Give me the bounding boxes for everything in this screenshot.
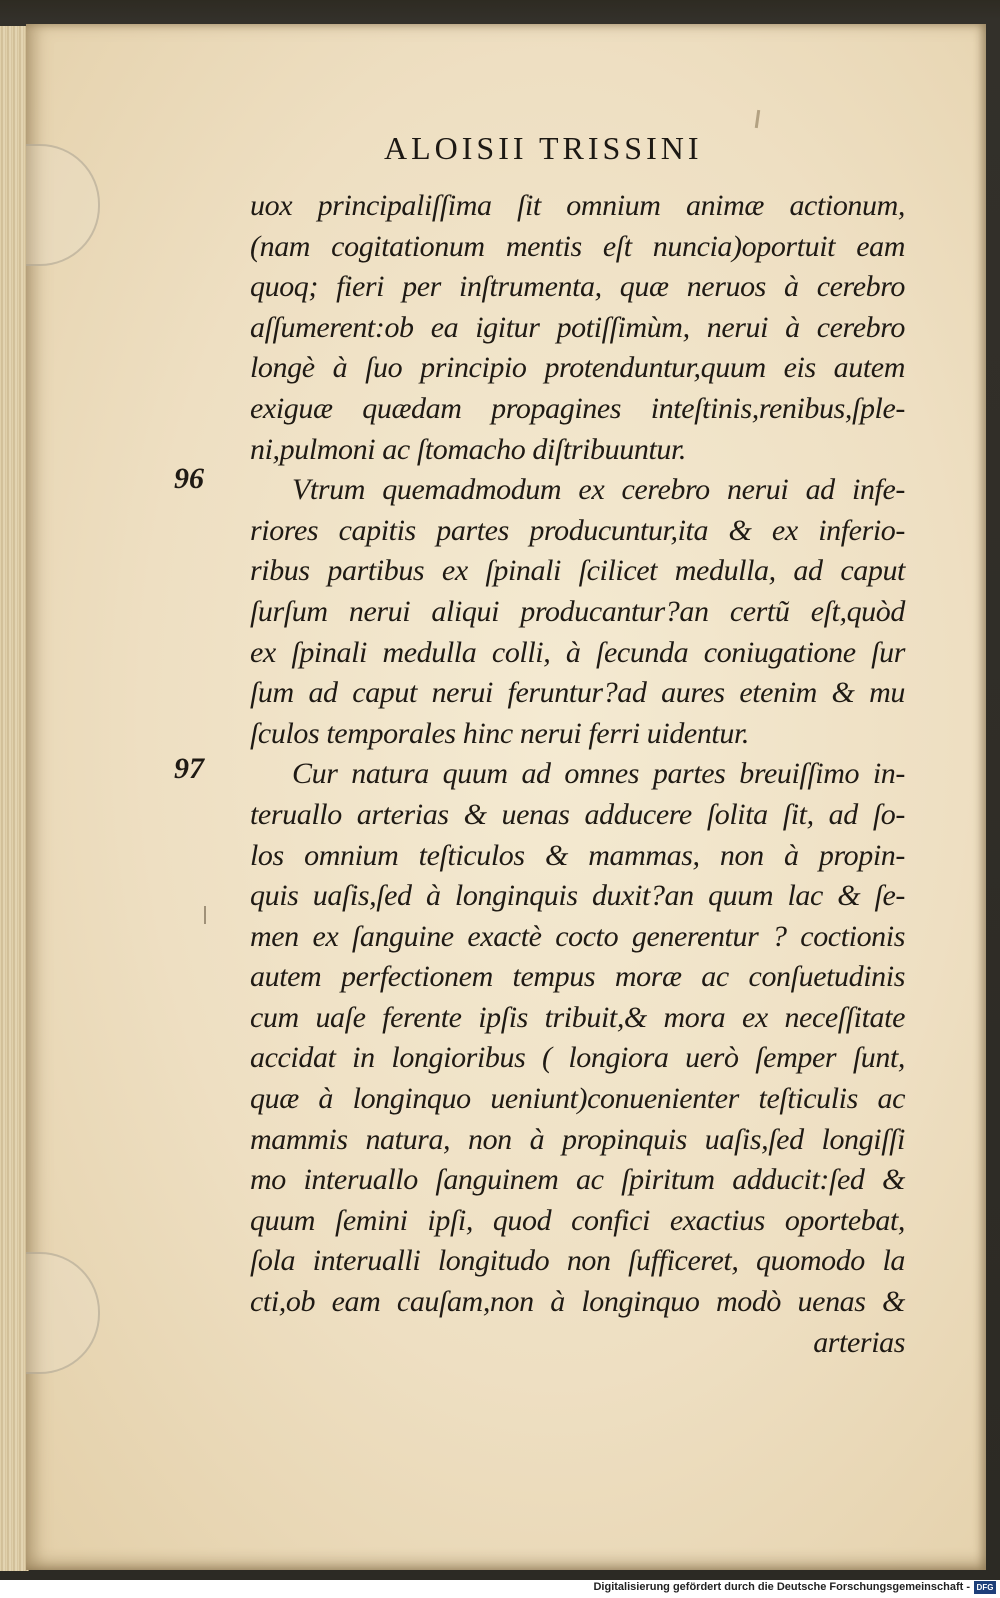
text-line: quæ à longinquo ueniunt)conuenienter teſticulis ac xyxy=(250,1082,905,1116)
text-line: cum uaſe ferente ipſis tribuit,& mora ex neceſſitate xyxy=(250,1000,905,1034)
running-head: ALOISII TRISSINI xyxy=(384,130,703,166)
text-line: quoq; fieri per inſtrumenta, quæ neruos à cerebro xyxy=(250,270,905,304)
text-line: mo interuallo ſanguinem ac ſpiritum adducit:ſed & xyxy=(250,1163,905,1197)
text-line: cti,ob eam cauſam,non à longinquo modò uenas & xyxy=(250,1285,905,1319)
text-line: ſum ad caput nerui feruntur?ad aures etenim & mu xyxy=(250,676,905,710)
margin-number-96: 96 xyxy=(174,462,204,495)
text-line: Vtrum quemadmodum ex cerebro nerui ad infe- xyxy=(292,473,905,507)
text-line: accidat in longioribus ( longiora uerò ſemper ſunt, xyxy=(250,1041,905,1075)
text-line: uox principaliſſima ſit omnium animæ actionum, xyxy=(250,189,905,222)
text-line: ribus partibus ex ſpinali ſcilicet medulla, ad caput xyxy=(250,554,905,588)
dfg-logo-icon: DFG xyxy=(974,1581,996,1594)
text-line: ex ſpinali medulla colli, à ſecunda coniugatione ſur xyxy=(250,635,905,669)
text-line: quum ſemini ipſi, quod confici exactius oportebat, xyxy=(250,1203,905,1237)
text-line: men ex ſanguine exactè cocto generentur ? coctionis xyxy=(250,919,905,953)
pencil-mark xyxy=(755,110,760,128)
margin-number-97: 97 xyxy=(174,752,204,785)
text-line: Cur natura quum ad omnes partes breuiſſimo in- xyxy=(292,757,905,791)
body-text xyxy=(250,186,905,1363)
page-clip-bottom xyxy=(26,1252,100,1374)
text-line: ni,pulmoni ac ſtomacho diſtribuuntur. xyxy=(250,432,687,466)
digitization-credit: Digitalisierung gefördert durch die Deutsche Forschungsgemeinschaft - xyxy=(593,1581,970,1593)
text-line: ſculos temporales hinc nerui ferri uidentur. xyxy=(250,716,750,750)
text-line: teruallo arterias & uenas adducere ſolita ſit, ad ſo- xyxy=(250,797,905,831)
text-line: aſſumerent:ob ea igitur potiſſimùm, nerui à cerebro xyxy=(250,310,905,344)
page-clip-top xyxy=(26,144,100,266)
text-line: quis uaſis,ſed à longinquis duxit?an quum lac & ſe- xyxy=(250,879,905,913)
text-line: los omnium teſticulos & mammas, non à propin- xyxy=(250,838,905,872)
text-line: exiguæ quædam propagines inteſtinis,renibus,ſple- xyxy=(250,391,905,425)
catchword: arterias xyxy=(813,1325,905,1359)
text-line: mammis natura, non à propinquis uaſis,ſed longiſſi xyxy=(250,1122,905,1156)
book-fore-edge xyxy=(0,26,29,1571)
text-line: ſola interualli longitudo non ſufficeret, quomodo la xyxy=(250,1244,905,1278)
margin-mark xyxy=(204,906,206,924)
text-line: (nam cogitationum mentis eſt nuncia)oportuit eam xyxy=(250,229,905,263)
text-line: longè à ſuo principio protenduntur,quum eis autem xyxy=(250,351,905,385)
text-line: autem perfectionem tempus moræ ac conſuetudinis xyxy=(250,960,905,994)
text-line: ſurſum nerui aliqui producantur?an certũ eſt,quòd xyxy=(250,594,905,628)
text-line: riores capitis partes producuntur,ita & ex inferio- xyxy=(250,513,905,547)
